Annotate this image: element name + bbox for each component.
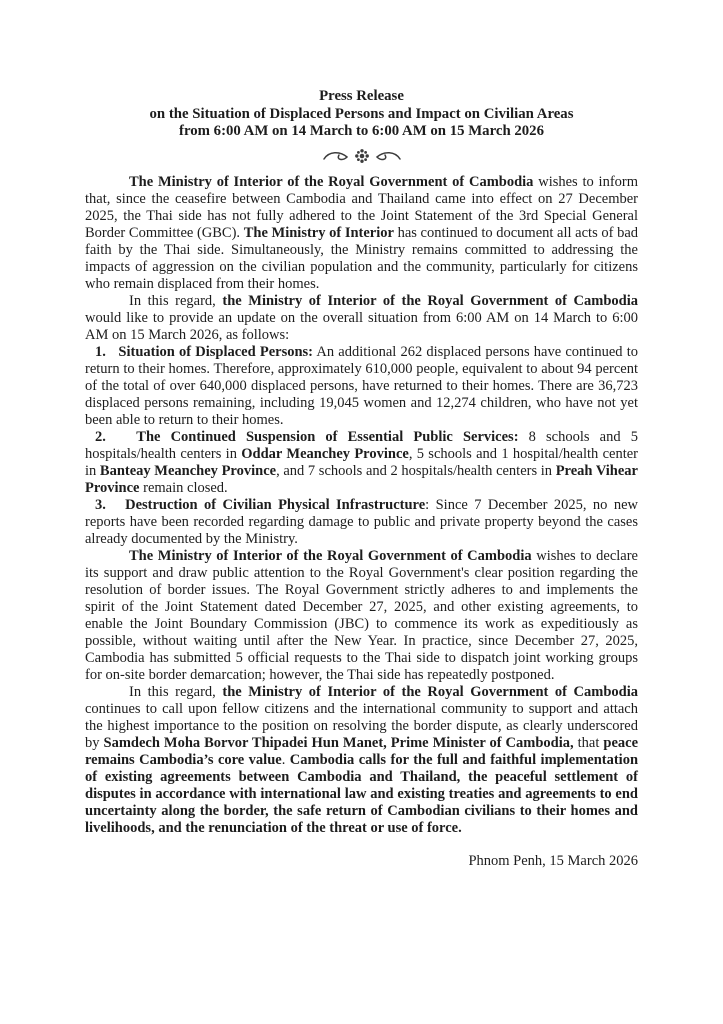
title-line-2: on the Situation of Displaced Persons and Impact on Civilian Areas (149, 105, 574, 122)
bold-text-run: the Ministry of Interior of the Royal Government of Cambodia (222, 683, 638, 700)
text-run: In this regard, (129, 683, 223, 700)
text-run: An additional 262 displaced persons have continued to return to their homes. Therefore, approximately 610,000 people, equivalent to about 94 percent of the total of over 640,000 displaced persons, have returned to their homes. There are 36,723 displaced persons remaining, including 19,045 women and 12,274 children, who have not yet been able to return to their homes. (85, 343, 638, 428)
text-run: wishes to declare its support and draw public attention to the Royal Government's clear position regarding the resolution of border issues. The Royal Government strictly adheres to and implements the spirit of the Joint Statement dated December 27, 2025, and other existing agreements, to enable the Joint Boundary Commission (JBC) to commence its work as expeditiously as possible, without waiting until after the New Year. In practice, since December 27, 2025, Cambodia has submitted 5 official requests to the Thai side to dispatch joint working groups for on-site border demarcation; however, the Thai side has repeatedly postponed. (85, 547, 638, 683)
text-run: wishes to inform that, since the ceasefire between Cambodia and Thailand came into effect on 27 December 2025, the Thai side has not fully adhered to the Joint Statement of the 3rd Special General Border Committee (GBC). (85, 173, 638, 241)
bold-text-run: Banteay Meanchey Province (99, 462, 277, 479)
dateline: Phnom Penh, 15 March 2026 (468, 852, 638, 869)
floral-divider-ornament (85, 147, 638, 165)
text-run: continues to call upon fellow citizens and the international community to support and attach the highest importance to the position on resolving the border dispute, as clearly underscored by (85, 700, 638, 751)
title-line-3: from 6:00 AM on 14 March to 6:00 AM on 15 March 2026 (179, 123, 544, 139)
numbered-item (85, 429, 638, 497)
text-run: , 5 schools and 1 hospital/health center in (85, 445, 638, 479)
bold-text-run: peace remains Cambodia’s core value (85, 734, 639, 768)
paragraph (85, 293, 638, 344)
bold-text-run: 1. Situation of Displaced Persons: (95, 343, 314, 360)
bold-text-run: The Ministry of Interior of the Royal Government of Cambodia (129, 547, 532, 564)
text-run: : Since 7 December 2025, no new reports have been recorded regarding damage to public and private property beyond the cases already documented by the Ministry. (85, 496, 638, 547)
text-run: , and 7 schools and 2 hospitals/health centers in (276, 462, 556, 479)
document-title (85, 88, 638, 141)
bold-text-run: 2. The Continued Suspension of Essential Public Services: (95, 428, 519, 445)
bold-text-run: the Ministry of Interior of the Royal Government of Cambodia (222, 292, 638, 309)
bold-text-run: The Ministry of Interior (243, 224, 394, 241)
text-run: 8 schools and 5 hospitals/health centers in (85, 428, 638, 462)
text-run: . (281, 751, 290, 768)
paragraph (85, 548, 638, 684)
text-run: would like to provide an update on the overall situation from 6:00 AM on 14 March to 6:00 AM on 15 March 2026, as follows: (85, 309, 638, 343)
bold-text-run: Oddar Meanchey Province (241, 445, 409, 462)
numbered-item (85, 344, 638, 429)
text-run: has continued to document all acts of bad faith by the Thai side. Simultaneously, the Ministry remains committed to addressing the impacts of aggression on the civilian population and the community, particularly for citizens who remain displaced from their homes. (85, 224, 639, 292)
title-line-1: Press Release (319, 88, 404, 104)
paragraph (85, 174, 638, 293)
text-run: that (573, 734, 604, 751)
text-run: remain closed. (139, 479, 228, 496)
bold-text-run: Preah Vihear Province (85, 462, 638, 496)
bold-text-run: 3. Destruction of Civilian Physical Infrastructure (95, 496, 426, 513)
bold-text-run: Samdech Moha Borvor Thipadei Hun Manet, Prime Minister of Cambodia, (103, 734, 574, 751)
bold-text-run: Cambodia calls for the full and faithful implementation of existing agreements between Cambodia and Thailand, the peaceful settlement of disputes in accordance with international law and existing treaties and agreements to end uncertainty along the border, the safe return of Cambodian civilians to their homes and livelihoods, and the renunciation of the threat or use of force. (85, 751, 639, 836)
bold-text-run: The Ministry of Interior of the Royal Government of Cambodia (129, 173, 534, 190)
text-run: In this regard, (129, 292, 223, 309)
numbered-item (85, 497, 638, 548)
document-body (85, 174, 638, 837)
paragraph (85, 684, 638, 837)
